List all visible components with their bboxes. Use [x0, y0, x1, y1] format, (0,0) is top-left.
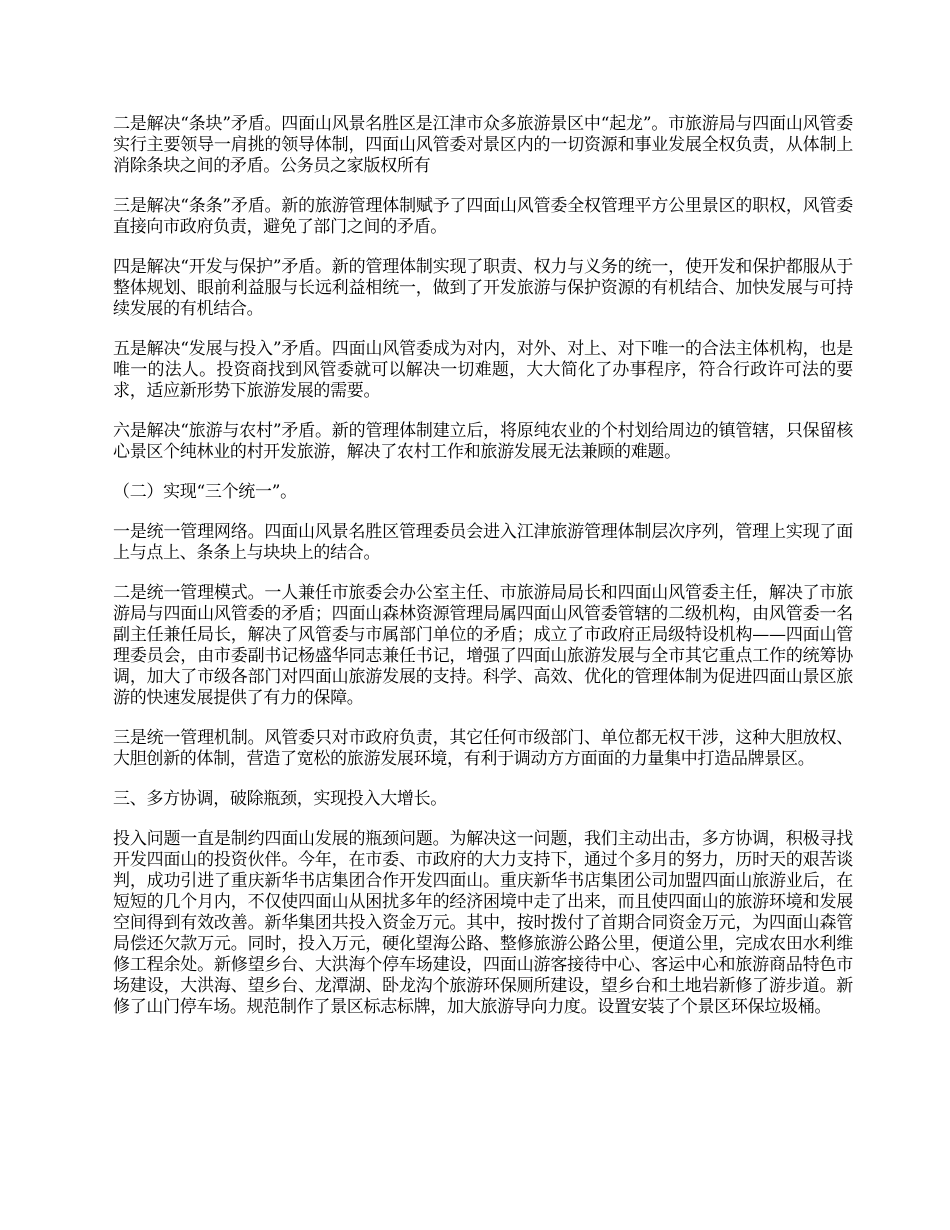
paragraph-unified-model: 二是统一管理模式。一人兼任市旅委会办公室主任、市旅游局局长和四面山风管委主任，解决了市旅游局与四面山风管委的矛盾；四面山森林资源管理局属四面山风管委管辖的二级机构，由风管委一名副主任兼任局长，解决了风管委与市属部门单位的矛盾；成立了市政府正局级特设机构——四面山管理委员会，由市委副书记杨盛华同志兼任书记，增强了四面山旅游发展与全市其它重点工作的统筹协调，加大了市级各部门对四面山旅游发展的支持。科学、高效、优化的管理体制为促进四面山景区旅游的快速发展提供了有力的保障。 — [113, 583, 853, 708]
paragraph-tiao-kuai: 二是解决“条块”矛盾。四面山风景名胜区是江津市众多旅游景区中“起龙”。市旅游局与四面山风管委实行主要领导一肩挑的领导体制，四面山风管委对景区内的一切资源和事业发展全权负责，从体制上消除条块之间的矛盾。公务员之家版权所有 — [113, 114, 853, 176]
paragraph-tourism-rural: 六是解决“旅游与农村”矛盾。新的管理体制建立后，将原纯农业的个村划给周边的镇管辖，只保留核心景区个纯林业的村开发旅游，解决了农村工作和旅游发展无法兼顾的难题。 — [113, 421, 853, 462]
section-heading-three-unifications: （二）实现“三个统一”。 — [113, 482, 297, 502]
document-body — [113, 114, 853, 1037]
paragraph-unified-mechanism: 三是统一管理机制。风管委只对市政府负责，其它任何市级部门、单位都无权干涉，这种大胆放权、大胆创新的体制，营造了宽松的旅游发展环境，有利于调动方方面面的力量集中打造品牌景区。 — [113, 728, 853, 769]
section-heading-investment-growth: 三、多方协调，破除瓶颈，实现投入大增长。 — [113, 789, 447, 809]
paragraph-development-protection: 四是解决“开发与保护”矛盾。新的管理体制实现了职责、权力与义务的统一，使开发和保护都服从于整体规划、眼前利益服与长远利益相统一，做到了开发旅游与保护资源的有机结合、加快发展与可持续发展的有机结合。 — [113, 257, 853, 319]
paragraph-unified-network: 一是统一管理网络。四面山风景名胜区管理委员会进入江津旅游管理体制层次序列，管理上实现了面上与点上、条条上与块块上的结合。 — [113, 522, 853, 563]
paragraph-tiao-tiao: 三是解决“条条”矛盾。新的旅游管理体制赋予了四面山风管委全权管理平方公里景区的职权，风管委直接向市政府负责，避免了部门之间的矛盾。 — [113, 196, 853, 237]
paragraph-investment-problem: 投入问题一直是制约四面山发展的瓶颈问题。为解决这一问题，我们主动出击，多方协调，积极寻找开发四面山的投资伙伴。今年，在市委、市政府的大力支持下，通过个多月的努力，历时天的艰苦谈判，成功引进了重庆新华书店集团合作开发四面山。重庆新华书店集团公司加盟四面山旅游业后，在短短的几个月内，不仅使四面山从困扰多年的经济困境中走了出来，而且使四面山的旅游环境和发展空间得到有效改善。新华集团共投入资金万元。其中，按时拨付了首期合同资金万元，为四面山森管局偿还欠款万元。同时，投入万元，硬化望海公路、整修旅游公路公里，便道公里，完成农田水利维修工程余处。新修望乡台、大洪海个停车场建设，四面山游客接待中心、客运中心和旅游商品特色市场建设，大洪海、望乡台、龙潭湖、卧龙沟个旅游环保厕所建设，望乡台和土地岩新修了游步道。新修了山门停车场。规范制作了景区标志标牌，加大旅游导向力度。设置安装了个景区环保垃圾桶。 — [113, 829, 853, 1017]
paragraph-development-investment: 五是解决“发展与投入”矛盾。四面山风管委成为对内，对外、对上、对下唯一的合法主体机构，也是唯一的法人。投资商找到风管委就可以解决一切难题，大大简化了办事程序，符合行政许可法的要求，适应新形势下旅游发展的需要。 — [113, 339, 853, 401]
